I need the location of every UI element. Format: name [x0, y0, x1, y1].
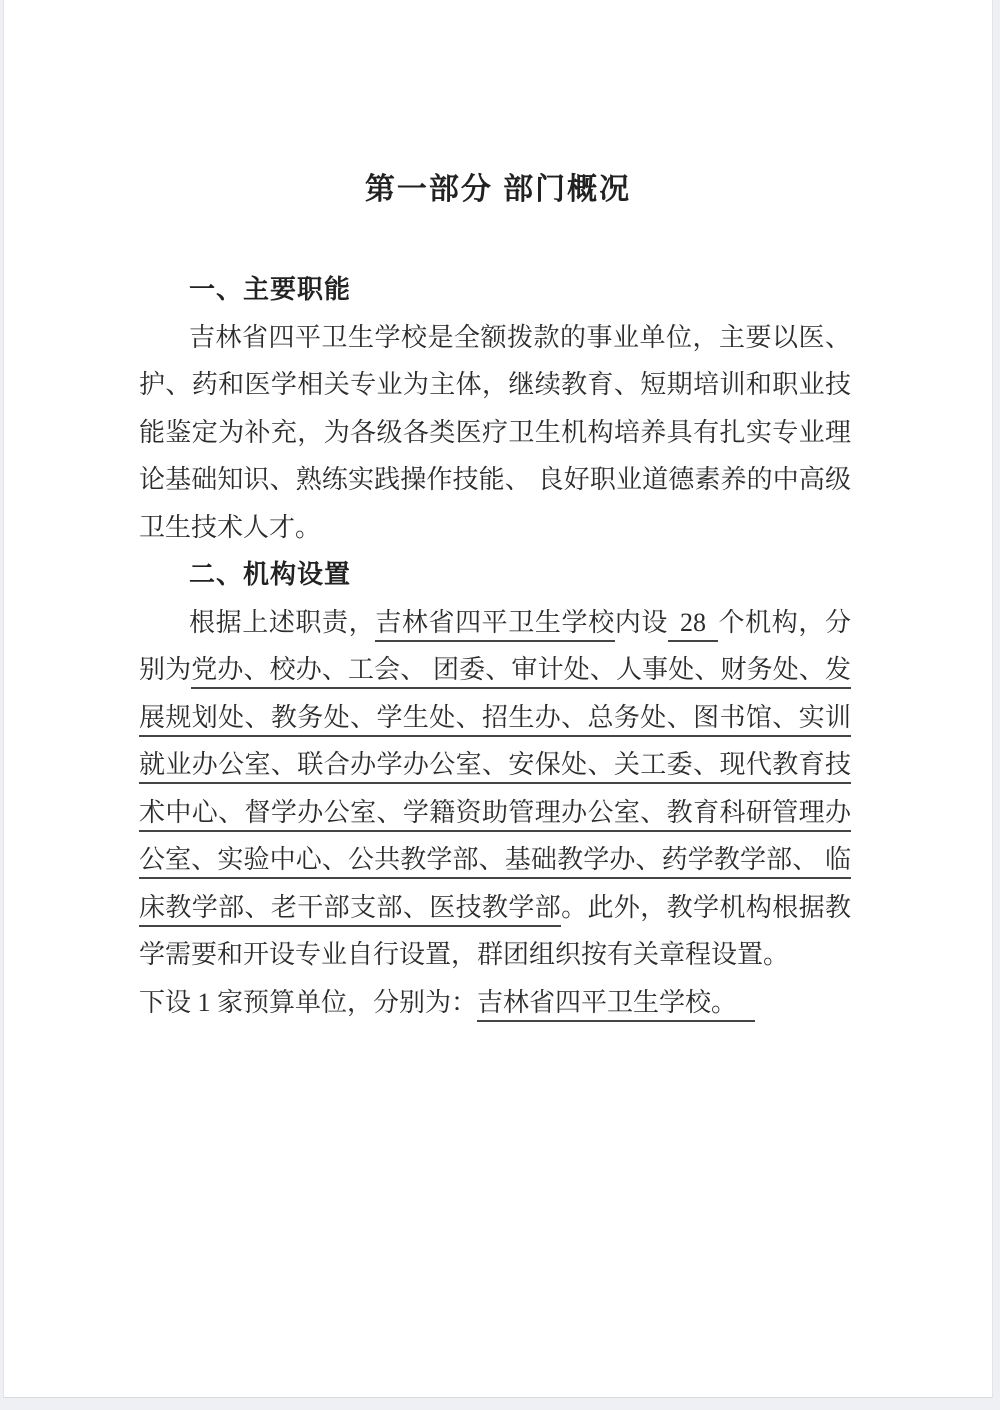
text-line: [139, 646, 851, 694]
text-line: [139, 884, 851, 932]
underlined-text: 28: [668, 608, 718, 642]
document-body: [139, 266, 851, 1026]
underlined-text: 床教学部、老干部支部、医技教学部: [139, 893, 561, 927]
underlined-text: 就业办公室、联合办学办公室、安保处、关工委、现代教育技: [139, 750, 851, 784]
underlined-text: 党办、校办、工会、 团委、审计处、人事处、财务处、发: [191, 655, 851, 689]
text-run: 别为: [139, 655, 192, 684]
underlined-text: 展规划处、教务处、学生处、招生办、总务处、图书馆、实训: [139, 703, 851, 737]
text-line: [139, 361, 851, 409]
underlined-text: 术中心、督学办公室、学籍资助管理办公室、教育科研管理办: [139, 798, 851, 832]
document-page: [3, 0, 993, 1398]
text-line: [139, 504, 851, 552]
text-run: 护、药和医学相关专业为主体，继续教育、短期培训和职业技: [139, 370, 851, 399]
text-line: [139, 836, 851, 884]
text-line: [139, 741, 851, 789]
text-line: [139, 979, 851, 1027]
text-run: 学需要和开设专业自行设置，群团组织按有关章程设置。: [139, 940, 790, 969]
text-line: [139, 314, 851, 362]
text-run: 内设: [614, 607, 668, 637]
text-run: 根据上述职责，: [189, 607, 376, 637]
text-line: [139, 456, 851, 504]
text-run: 下设 1 家预算单位，分别为：: [139, 987, 478, 1017]
underlined-text: 公室、实验中心、公共教学部、基础教学办、药学教学部、 临: [139, 845, 851, 879]
text-line: [139, 409, 851, 457]
text-run: 吉林省四平卫生学校是全额拨款的事业单位，主要以医、: [189, 322, 851, 352]
text-run: 个机构，分: [717, 607, 851, 637]
section-heading-2: 二、机构设置: [189, 560, 352, 589]
section-heading-1: 一、主要职能: [189, 275, 352, 304]
underlined-text: 吉林省四平卫生学校: [375, 608, 614, 642]
text-run: 论基础知识、熟练实践操作技能、 良好职业道德素养的中高级: [139, 465, 851, 494]
text-run: 卫生技术人才。: [139, 512, 322, 542]
text-line: [139, 694, 851, 742]
text-run: 。此外，教学机构根据教: [561, 892, 851, 922]
text-line: [139, 789, 851, 837]
text-line: [139, 931, 851, 979]
underlined-text: 吉林省四平卫生学校。: [477, 988, 755, 1022]
text-run: 能鉴定为补充，为各级各类医疗卫生机构培养具有扎实专业理: [139, 417, 851, 447]
document-title: 第一部分 部门概况: [364, 173, 632, 206]
text-line: [139, 599, 851, 647]
